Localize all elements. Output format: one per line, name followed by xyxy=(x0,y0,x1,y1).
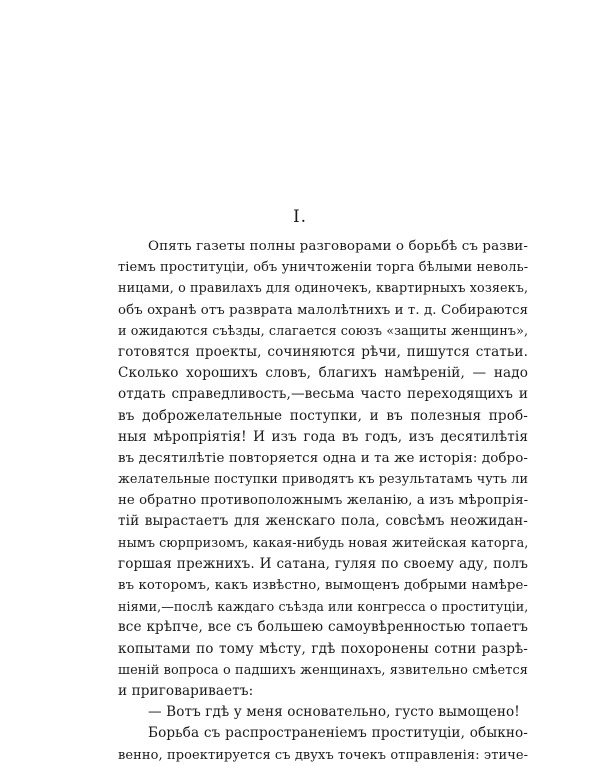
text-line: все крѣпче, все съ большею самоувѣренностью топаетъ xyxy=(118,619,528,636)
dialogue-line: — Вотъ гдѣ у меня основательно, густо вымощено! xyxy=(148,704,520,721)
text-line: Сколько хорошихъ словъ, благихъ намѣреній, — надо xyxy=(118,365,528,382)
text-line: ніями,—послѣ каждаго съѣзда или конгресса о проституціи, xyxy=(118,599,529,615)
text-line: въ которомъ, какъ извѣстно, вымощенъ добрыми намѣре- xyxy=(118,578,528,593)
text-line: копытами по тому мѣсту, гдѣ похоронены сотни разрѣ- xyxy=(118,640,528,657)
text-line: отдать справедливость,—весьма часто переходящихъ и xyxy=(118,386,528,403)
text-line: горшая прежнихъ. И сатана, гуляя по своему аду, полъ xyxy=(118,555,528,572)
text-line: Опять газеты полны разговорами о борьбѣ съ разви- xyxy=(148,239,528,254)
text-line: ныя мѣропріятія! И изъ года въ годъ, изъ десятилѣтія xyxy=(118,428,528,445)
text-line: шеній вопроса о падшихъ женщинахъ, язвительно смѣется xyxy=(118,662,528,678)
text-line: Борьба съ распространеніемъ проституціи, обыкно- xyxy=(148,725,528,742)
chapter-number: I. xyxy=(292,207,308,227)
text-line: и ожидаются съѣзды, слагается союзъ «защиты женщинъ», xyxy=(118,323,529,339)
chapter-body xyxy=(118,236,528,766)
text-line: въ доброжелательные поступки, и въ полезныя проб- xyxy=(118,407,528,424)
text-line: объ охранѣ отъ разврата малолѣтнихъ и т. д. Собираются xyxy=(118,302,529,318)
text-line: тіемъ проституціи, объ уничтоженіи торга бѣлыми неволь- xyxy=(118,260,529,276)
text-line: ницами, о правилахъ для одиночекъ, квартирныхъ хозяекъ, xyxy=(118,281,529,297)
text-line: венно, проектируется съ двухъ точекъ отправленія: этиче- xyxy=(118,747,529,763)
text-line: желательные поступки приводятъ къ результатамъ чуть ли xyxy=(118,472,529,488)
text-line: готовятся проекты, сочиняются рѣчи, пишутся статьи. xyxy=(118,343,528,360)
text-line: нымъ сюрпризомъ, какая-нибудь новая житейская каторга, xyxy=(118,535,529,551)
text-line: и приговариваетъ: xyxy=(118,682,254,699)
text-line: въ десятилѣтіе повторяется одна и та же исторія: добро- xyxy=(118,450,529,466)
text-line: тій вырастаетъ для женскаго пола, совсѣмъ неожидан- xyxy=(118,513,528,530)
text-line: не обратно противоположнымъ желанію, а изъ мѣропрія- xyxy=(118,493,529,509)
